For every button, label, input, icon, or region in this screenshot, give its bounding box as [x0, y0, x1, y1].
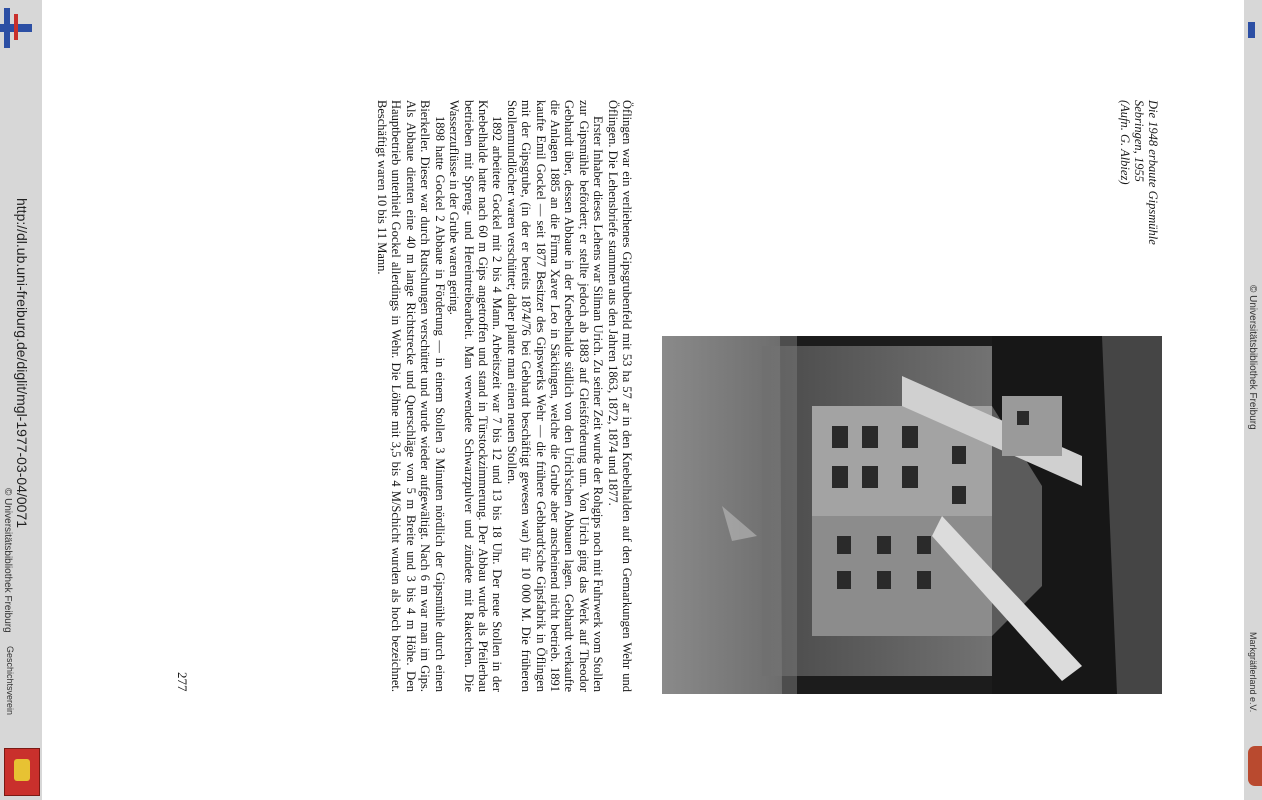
society-label: Markgräflerland e.V. [1248, 632, 1258, 713]
page-number: 277 [175, 672, 190, 692]
paragraph: 1898 hatte Gockel 2 Abbaue in Förderung — in einem Stollen 3 Minuten nördlich der Gipsmühle durch einen Bierkeller. Dieser war durch Rutschungen verschüttet und wurde wieder aufgewältigt. Nach 6 m war man im Gips. Als Abbaue dienten eine 40 m lange Richtstrecke und Querschläge von 5 m Breite und 3 bis 4 m Höhe. Den Hauptbetrieb unterhielt Gockel allerdings in Wehr. Die Löhne mit 3,5 bis 4 M/Schicht wurden als hoch bezeichnet. Beschäftigt waren 10 bis 11 Mann. [375, 100, 447, 692]
society-label: Geschichtsverein [5, 646, 15, 716]
viewer-logo-mark [1248, 22, 1255, 38]
paragraph: 1892 arbeitete Gockel mit 2 bis 4 Mann. Arbeitszeit war 7 bis 12 und 13 bis 18 Uhr. Der neue Stollen in der Knebelhalde hatte nach 60 m Gips angetroffen und stand in Türstockzimmerung. Der Abbau wurde als Pfeilerbau betrieben mit Spreng- und Hereintreibearbeit. Man verwendete Schwarzpulver und zündete mit Raketchen. Die Wasserzuflüsse in der Grube waren gering. [447, 100, 505, 692]
coat-of-arms-logo [1248, 746, 1262, 786]
paragraph: Öflingen war ein verliehenes Gipsgrubenfeld mit 53 ha 57 ar in den Knebelhalden auf den Gemarkungen Wehr und Öflingen. Die Lehensbriefe stammen aus den Jahren 1863, 1872, 1874 und 1877. [605, 100, 634, 692]
article-body [375, 100, 634, 692]
caption-line: Die 1948 erbaute Gipsmühle [1146, 100, 1160, 245]
photo-caption [1118, 100, 1160, 245]
gypsum-mill-photo [662, 336, 1162, 694]
viewer-logo-mark [4, 8, 10, 48]
paragraph: Erster Inhaber dieses Lehens war Silman Urich. Zu seiner Zeit wurde der Rohgips noch mit Fuhrwerk vom Stollen zur Gipsmühle befördert; er stellte jedoch ab 1883 auf Gleisförderung um. Von Urich ging das Werk auf Theodor Gebhardt über, dessen Abbaue in der Knebelhalde südlich von den Urich'schen Abbauen lagen. Gebhardt verkaufte die Anlagen 1885 an die Firma Xaver Leo in Säckingen, welche die Grube aber anscheinend nicht betrieb. 1891 kaufte Emil Gockel — seit 1877 Besitzer des Gipswerks Wehr — die frühere Gebhardt'sche Gipsfabrik in Öflingen mit der Gipsgrube, (in der er bereits 1874/76 bei Gebhardt beschäftigt gewesen war) für 10 000 M. Die früheren Stollenmundlöcher waren verschüttet; daher plante man einen neuen Stollen. [504, 100, 606, 692]
copyright-notice: © Universitätsbibliothek Freiburg [2, 488, 13, 633]
caption-line: (Aufn. G. Albiez) [1118, 100, 1132, 185]
caption-line: Sebringen, 1955 [1132, 100, 1146, 182]
copyright-notice: © Universitätsbibliothek Freiburg [1247, 285, 1258, 430]
coat-of-arms-logo [4, 748, 40, 796]
viewer-logo-mark [14, 14, 18, 40]
document-url[interactable]: http://dl.ub.uni-freiburg.de/diglit/mgl-1977-03-04/0071 [14, 198, 30, 528]
